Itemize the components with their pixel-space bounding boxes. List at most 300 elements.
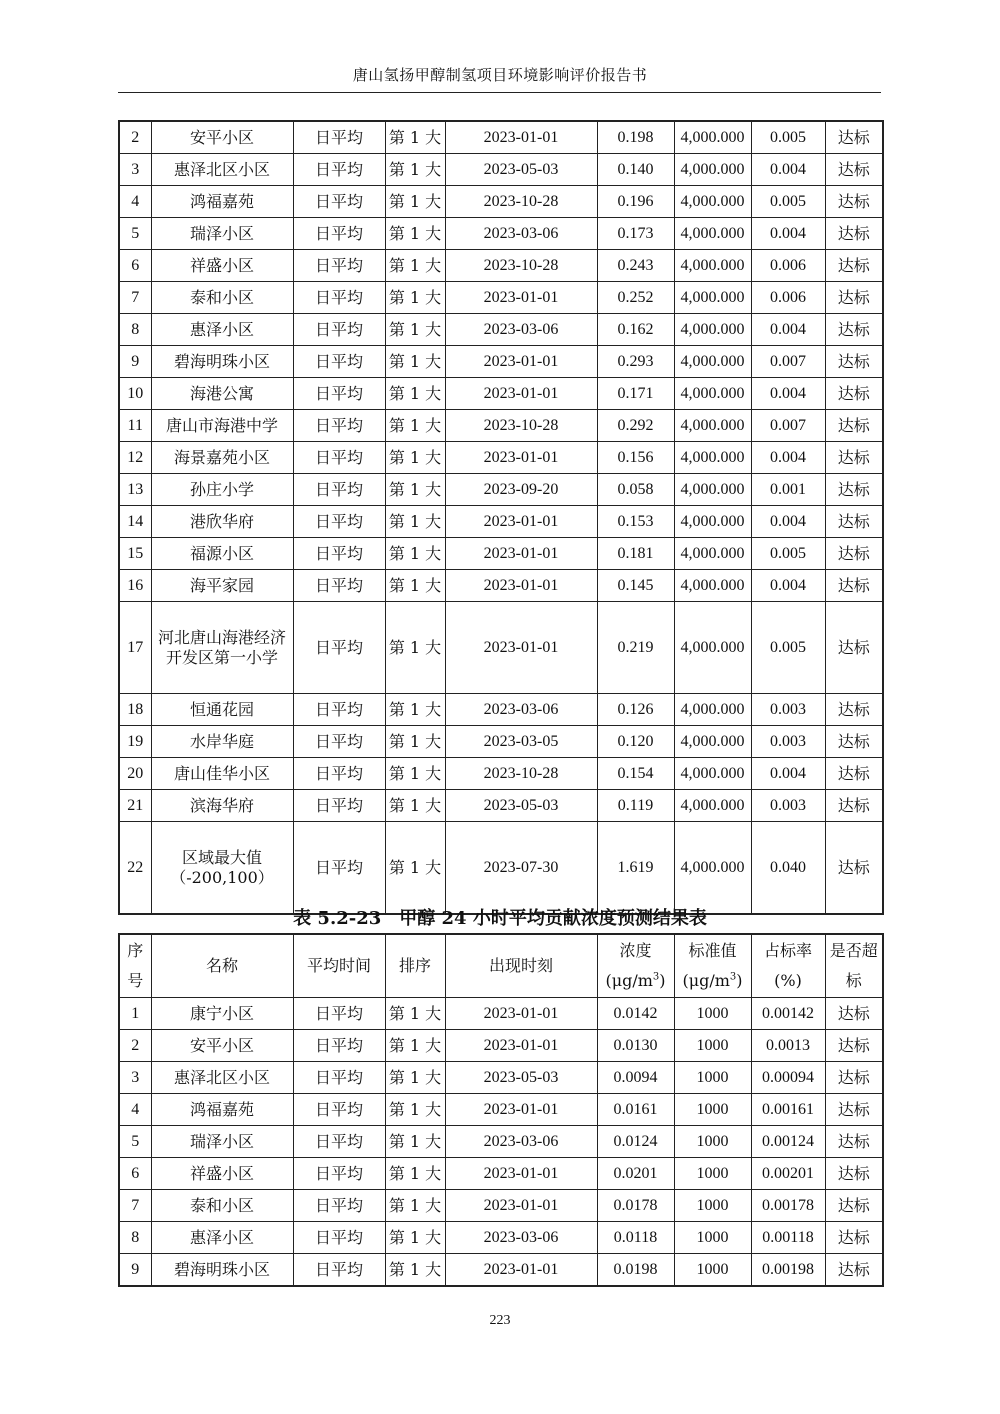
cell-concentration: 0.219: [597, 602, 674, 694]
cell-name: 瑞泽小区: [151, 218, 293, 250]
cell-time: 2023-05-03: [445, 1062, 597, 1094]
cell-seq: 9: [119, 1254, 151, 1287]
cell-seq: 19: [119, 726, 151, 758]
cell-time: 2023-01-01: [445, 602, 597, 694]
table-row: [119, 1254, 883, 1287]
cell-avg-time: 日平均: [293, 570, 385, 602]
cell-time: 2023-03-06: [445, 1126, 597, 1158]
header-exceed: 是否超标: [825, 934, 883, 998]
cell-rank: 第 1 大: [385, 314, 445, 346]
cell-name: 恒通花园: [151, 694, 293, 726]
cell-exceed: 达标: [825, 726, 883, 758]
cell-seq: 3: [119, 1062, 151, 1094]
cell-seq: 14: [119, 506, 151, 538]
cell-exceed: 达标: [825, 314, 883, 346]
cell-name: 海景嘉苑小区: [151, 442, 293, 474]
table-row: [119, 1158, 883, 1190]
cell-seq: 16: [119, 570, 151, 602]
table-row: [119, 694, 883, 726]
table-row: [119, 602, 883, 694]
cell-rank: 第 1 大: [385, 790, 445, 822]
cell-standard: 4,000.000: [674, 442, 751, 474]
cell-ratio: 0.00178: [751, 1190, 825, 1222]
cell-name: 海平家园: [151, 570, 293, 602]
cell-avg-time: 日平均: [293, 250, 385, 282]
cell-concentration: 0.243: [597, 250, 674, 282]
cell-standard: 1000: [674, 1126, 751, 1158]
cell-standard: 4,000.000: [674, 378, 751, 410]
cell-exceed: 达标: [825, 538, 883, 570]
cell-standard: 4,000.000: [674, 218, 751, 250]
cell-concentration: 0.120: [597, 726, 674, 758]
cell-exceed: 达标: [825, 1222, 883, 1254]
cell-seq: 17: [119, 602, 151, 694]
cell-rank: 第 1 大: [385, 1094, 445, 1126]
cell-concentration: 0.145: [597, 570, 674, 602]
cell-concentration: 0.0124: [597, 1126, 674, 1158]
header-standard: [674, 934, 751, 998]
cell-time: 2023-05-03: [445, 790, 597, 822]
table-row: [119, 1030, 883, 1062]
cell-rank: 第 1 大: [385, 474, 445, 506]
cell-ratio: 0.00201: [751, 1158, 825, 1190]
cell-concentration: 0.0130: [597, 1030, 674, 1062]
cell-concentration: 0.154: [597, 758, 674, 790]
cell-seq: 2: [119, 121, 151, 154]
cell-rank: 第 1 大: [385, 378, 445, 410]
cell-ratio: 0.00094: [751, 1062, 825, 1094]
cell-time: 2023-01-01: [445, 121, 597, 154]
table-row: [119, 822, 883, 915]
cell-ratio: 0.003: [751, 726, 825, 758]
table-row: [119, 186, 883, 218]
cell-ratio: 0.001: [751, 474, 825, 506]
cell-ratio: 0.007: [751, 410, 825, 442]
cell-rank: 第 1 大: [385, 758, 445, 790]
cell-exceed: 达标: [825, 758, 883, 790]
header-time: 出现时刻: [445, 934, 597, 998]
cell-exceed: 达标: [825, 250, 883, 282]
cell-avg-time: 日平均: [293, 1190, 385, 1222]
cell-name: 安平小区: [151, 1030, 293, 1062]
cell-rank: 第 1 大: [385, 1062, 445, 1094]
cell-time: 2023-01-01: [445, 1030, 597, 1062]
cell-seq: 20: [119, 758, 151, 790]
cell-avg-time: 日平均: [293, 538, 385, 570]
cell-ratio: 0.007: [751, 346, 825, 378]
cell-time: 2023-03-06: [445, 218, 597, 250]
cell-concentration: 0.156: [597, 442, 674, 474]
cell-ratio: 0.004: [751, 758, 825, 790]
cell-time: 2023-01-01: [445, 1254, 597, 1287]
cell-concentration: 0.153: [597, 506, 674, 538]
cell-name: 泰和小区: [151, 282, 293, 314]
cell-exceed: 达标: [825, 1062, 883, 1094]
table-row: [119, 758, 883, 790]
cell-time: 2023-10-28: [445, 758, 597, 790]
cell-rank: 第 1 大: [385, 570, 445, 602]
cell-exceed: 达标: [825, 186, 883, 218]
cell-rank: 第 1 大: [385, 506, 445, 538]
cell-avg-time: 日平均: [293, 218, 385, 250]
table-row: [119, 410, 883, 442]
cell-concentration: 1.619: [597, 822, 674, 915]
cell-time: 2023-01-01: [445, 346, 597, 378]
cell-exceed: 达标: [825, 1126, 883, 1158]
cell-ratio: 0.004: [751, 570, 825, 602]
cell-name: 惠泽北区小区: [151, 154, 293, 186]
cell-standard: 1000: [674, 1094, 751, 1126]
cell-exceed: 达标: [825, 1254, 883, 1287]
cell-seq: 3: [119, 154, 151, 186]
cell-avg-time: 日平均: [293, 758, 385, 790]
cell-exceed: 达标: [825, 790, 883, 822]
table-row: [119, 218, 883, 250]
cell-name: 鸿福嘉苑: [151, 1094, 293, 1126]
table-header-row: [119, 934, 883, 998]
cell-rank: 第 1 大: [385, 1254, 445, 1287]
cell-time: 2023-03-05: [445, 726, 597, 758]
cell-time: 2023-01-01: [445, 282, 597, 314]
cell-exceed: 达标: [825, 474, 883, 506]
cell-concentration: 0.126: [597, 694, 674, 726]
cell-seq: 8: [119, 314, 151, 346]
methanol-24h-results-table: [118, 933, 884, 1287]
cell-concentration: 0.0142: [597, 998, 674, 1030]
cell-rank: 第 1 大: [385, 121, 445, 154]
cell-standard: 4,000.000: [674, 250, 751, 282]
cell-standard: 1000: [674, 1222, 751, 1254]
table-row: [119, 378, 883, 410]
cell-ratio: 0.005: [751, 186, 825, 218]
cell-concentration: 0.173: [597, 218, 674, 250]
cell-concentration: 0.198: [597, 121, 674, 154]
cell-standard: 1000: [674, 1062, 751, 1094]
header-ratio-label: 占标率: [763, 941, 812, 960]
cell-time: 2023-01-01: [445, 570, 597, 602]
cell-standard: 1000: [674, 998, 751, 1030]
cell-avg-time: 日平均: [293, 998, 385, 1030]
cell-standard: 4,000.000: [674, 538, 751, 570]
cell-exceed: 达标: [825, 602, 883, 694]
cell-name: 水岸华庭: [151, 726, 293, 758]
table-row: [119, 314, 883, 346]
cell-rank: 第 1 大: [385, 998, 445, 1030]
table-row: [119, 442, 883, 474]
cell-name: 碧海明珠小区: [151, 346, 293, 378]
cell-seq: 6: [119, 250, 151, 282]
cell-name: 惠泽小区: [151, 1222, 293, 1254]
cell-ratio: 0.040: [751, 822, 825, 915]
header-seq: 序号: [119, 934, 151, 998]
cell-time: 2023-03-06: [445, 694, 597, 726]
cell-exceed: 达标: [825, 506, 883, 538]
cell-exceed: 达标: [825, 822, 883, 915]
cell-standard: 4,000.000: [674, 121, 751, 154]
cell-seq: 12: [119, 442, 151, 474]
table-row: [119, 998, 883, 1030]
cell-seq: 15: [119, 538, 151, 570]
cell-time: 2023-01-01: [445, 442, 597, 474]
cell-avg-time: 日平均: [293, 1158, 385, 1190]
cell-exceed: 达标: [825, 218, 883, 250]
cell-exceed: 达标: [825, 1030, 883, 1062]
cell-ratio: 0.005: [751, 602, 825, 694]
cell-rank: 第 1 大: [385, 218, 445, 250]
cell-exceed: 达标: [825, 442, 883, 474]
cell-name: 碧海明珠小区: [151, 1254, 293, 1287]
cell-avg-time: 日平均: [293, 790, 385, 822]
results-table-continued: [118, 120, 884, 915]
cell-name: 安平小区: [151, 121, 293, 154]
cell-seq: 2: [119, 1030, 151, 1062]
table-row: [119, 1126, 883, 1158]
cell-rank: 第 1 大: [385, 410, 445, 442]
cell-name: 鸿福嘉苑: [151, 186, 293, 218]
cell-rank: 第 1 大: [385, 602, 445, 694]
cell-time: 2023-07-30: [445, 822, 597, 915]
header-concentration: [597, 934, 674, 998]
cell-ratio: 0.004: [751, 314, 825, 346]
cell-rank: 第 1 大: [385, 186, 445, 218]
table-row: [119, 538, 883, 570]
cell-avg-time: 日平均: [293, 506, 385, 538]
cell-name: 祥盛小区: [151, 250, 293, 282]
cell-seq: 22: [119, 822, 151, 915]
cell-rank: 第 1 大: [385, 1222, 445, 1254]
cell-name: 惠泽北区小区: [151, 1062, 293, 1094]
header-name: 名称: [151, 934, 293, 998]
table-caption: 表 5.2-23 甲醇 24 小时平均贡献浓度预测结果表: [293, 908, 707, 929]
cell-avg-time: 日平均: [293, 378, 385, 410]
cell-standard: 4,000.000: [674, 282, 751, 314]
cell-concentration: 0.181: [597, 538, 674, 570]
cell-concentration: 0.140: [597, 154, 674, 186]
header-std-label: 标准值: [688, 941, 737, 960]
cell-standard: 1000: [674, 1190, 751, 1222]
cell-avg-time: 日平均: [293, 346, 385, 378]
cell-avg-time: 日平均: [293, 442, 385, 474]
cell-avg-time: 日平均: [293, 410, 385, 442]
cell-name: 福源小区: [151, 538, 293, 570]
cell-standard: 1000: [674, 1030, 751, 1062]
cell-standard: 4,000.000: [674, 822, 751, 915]
cell-name: 滨海华府: [151, 790, 293, 822]
cell-concentration: 0.058: [597, 474, 674, 506]
cell-time: 2023-01-01: [445, 506, 597, 538]
cell-seq: 7: [119, 1190, 151, 1222]
cell-standard: 4,000.000: [674, 506, 751, 538]
cell-rank: 第 1 大: [385, 694, 445, 726]
table-row: [119, 154, 883, 186]
cell-time: 2023-01-01: [445, 1094, 597, 1126]
cell-avg-time: 日平均: [293, 1254, 385, 1287]
cell-time: 2023-03-06: [445, 1222, 597, 1254]
cell-concentration: 0.0118: [597, 1222, 674, 1254]
cell-rank: 第 1 大: [385, 1126, 445, 1158]
cell-avg-time: 日平均: [293, 154, 385, 186]
cell-avg-time: 日平均: [293, 694, 385, 726]
header-rule: [118, 92, 881, 93]
cell-time: 2023-10-28: [445, 410, 597, 442]
cell-exceed: 达标: [825, 282, 883, 314]
cell-concentration: 0.196: [597, 186, 674, 218]
cell-name: 唐山市海港中学: [151, 410, 293, 442]
cell-seq: 11: [119, 410, 151, 442]
cell-exceed: 达标: [825, 570, 883, 602]
cell-name: 唐山佳华小区: [151, 758, 293, 790]
cell-standard: 1000: [674, 1254, 751, 1287]
table-row: [119, 1062, 883, 1094]
header-ratio: [751, 934, 825, 998]
cell-ratio: 0.00198: [751, 1254, 825, 1287]
cell-avg-time: 日平均: [293, 1222, 385, 1254]
cell-concentration: 0.119: [597, 790, 674, 822]
cell-seq: 13: [119, 474, 151, 506]
cell-ratio: 0.00118: [751, 1222, 825, 1254]
cell-seq: 9: [119, 346, 151, 378]
cell-avg-time: 日平均: [293, 1030, 385, 1062]
cell-avg-time: 日平均: [293, 474, 385, 506]
cell-time: 2023-03-06: [445, 314, 597, 346]
table-row: [119, 790, 883, 822]
cell-avg-time: 日平均: [293, 822, 385, 915]
cell-name: 瑞泽小区: [151, 1126, 293, 1158]
cell-standard: 1000: [674, 1158, 751, 1190]
cell-concentration: 0.0198: [597, 1254, 674, 1287]
cell-standard: 4,000.000: [674, 758, 751, 790]
cell-rank: 第 1 大: [385, 1030, 445, 1062]
cell-ratio: 0.006: [751, 250, 825, 282]
cell-seq: 1: [119, 998, 151, 1030]
cell-avg-time: 日平均: [293, 602, 385, 694]
header-conc-unit: $(\mu g/m^3)$: [605, 971, 666, 990]
cell-standard: 4,000.000: [674, 346, 751, 378]
cell-exceed: 达标: [825, 346, 883, 378]
cell-ratio: 0.0013: [751, 1030, 825, 1062]
cell-concentration: 0.0178: [597, 1190, 674, 1222]
cell-ratio: 0.006: [751, 282, 825, 314]
cell-seq: 7: [119, 282, 151, 314]
page-number: 223: [489, 1313, 511, 1328]
cell-concentration: 0.0094: [597, 1062, 674, 1094]
cell-avg-time: 日平均: [293, 282, 385, 314]
cell-seq: 4: [119, 186, 151, 218]
cell-rank: 第 1 大: [385, 282, 445, 314]
cell-exceed: 达标: [825, 1094, 883, 1126]
cell-time: 2023-01-01: [445, 1158, 597, 1190]
cell-seq: 21: [119, 790, 151, 822]
header-rank: 排序: [385, 934, 445, 998]
cell-seq: 8: [119, 1222, 151, 1254]
table-row: [119, 726, 883, 758]
cell-seq: 10: [119, 378, 151, 410]
table-row: [119, 1094, 883, 1126]
cell-time: 2023-09-20: [445, 474, 597, 506]
cell-exceed: 达标: [825, 998, 883, 1030]
cell-rank: 第 1 大: [385, 250, 445, 282]
cell-name: 祥盛小区: [151, 1158, 293, 1190]
cell-rank: 第 1 大: [385, 726, 445, 758]
table-row: [119, 346, 883, 378]
cell-rank: 第 1 大: [385, 346, 445, 378]
cell-avg-time: 日平均: [293, 1062, 385, 1094]
table-row: [119, 506, 883, 538]
cell-ratio: 0.005: [751, 538, 825, 570]
table-row: [119, 570, 883, 602]
cell-time: 2023-01-01: [445, 998, 597, 1030]
cell-name: 泰和小区: [151, 1190, 293, 1222]
cell-name: 惠泽小区: [151, 314, 293, 346]
cell-name: 康宁小区: [151, 998, 293, 1030]
cell-avg-time: 日平均: [293, 1094, 385, 1126]
cell-standard: 4,000.000: [674, 570, 751, 602]
cell-rank: 第 1 大: [385, 154, 445, 186]
cell-concentration: 0.162: [597, 314, 674, 346]
cell-ratio: 0.003: [751, 694, 825, 726]
cell-rank: 第 1 大: [385, 1190, 445, 1222]
cell-exceed: 达标: [825, 410, 883, 442]
table-row: [119, 474, 883, 506]
cell-exceed: 达标: [825, 121, 883, 154]
cell-standard: 4,000.000: [674, 154, 751, 186]
cell-standard: 4,000.000: [674, 410, 751, 442]
header-ratio-unit: (%): [774, 971, 802, 990]
cell-rank: 第 1 大: [385, 538, 445, 570]
cell-ratio: 0.004: [751, 506, 825, 538]
cell-seq: 6: [119, 1158, 151, 1190]
cell-ratio: 0.00161: [751, 1094, 825, 1126]
cell-ratio: 0.003: [751, 790, 825, 822]
cell-avg-time: 日平均: [293, 121, 385, 154]
cell-seq: 18: [119, 694, 151, 726]
page-header-title: 唐山氢扬甲醇制氢项目环境影响评价报告书: [352, 66, 648, 84]
cell-seq: 5: [119, 218, 151, 250]
cell-name: 海港公寓: [151, 378, 293, 410]
cell-rank: 第 1 大: [385, 1158, 445, 1190]
cell-concentration: 0.293: [597, 346, 674, 378]
header-conc-label: 浓度: [619, 941, 652, 960]
header-std-unit: $(\mu g/m^3)$: [682, 971, 743, 990]
cell-ratio: 0.00142: [751, 998, 825, 1030]
cell-ratio: 0.004: [751, 378, 825, 410]
cell-standard: 4,000.000: [674, 314, 751, 346]
cell-standard: 4,000.000: [674, 602, 751, 694]
cell-time: 2023-10-28: [445, 250, 597, 282]
cell-time: 2023-01-01: [445, 538, 597, 570]
cell-seq: 4: [119, 1094, 151, 1126]
table-row: [119, 121, 883, 154]
cell-avg-time: 日平均: [293, 314, 385, 346]
cell-concentration: 0.0201: [597, 1158, 674, 1190]
cell-exceed: 达标: [825, 154, 883, 186]
cell-exceed: 达标: [825, 1158, 883, 1190]
cell-ratio: 0.004: [751, 154, 825, 186]
cell-rank: 第 1 大: [385, 442, 445, 474]
cell-seq: 5: [119, 1126, 151, 1158]
table-row: [119, 1222, 883, 1254]
cell-time: 2023-01-01: [445, 1190, 597, 1222]
cell-standard: 4,000.000: [674, 186, 751, 218]
cell-time: 2023-05-03: [445, 154, 597, 186]
cell-name: 孙庄小学: [151, 474, 293, 506]
cell-ratio: 0.004: [751, 218, 825, 250]
header-avg-time: 平均时间: [293, 934, 385, 998]
cell-standard: 4,000.000: [674, 790, 751, 822]
cell-concentration: 0.252: [597, 282, 674, 314]
table-row: [119, 1190, 883, 1222]
cell-rank: 第 1 大: [385, 822, 445, 915]
